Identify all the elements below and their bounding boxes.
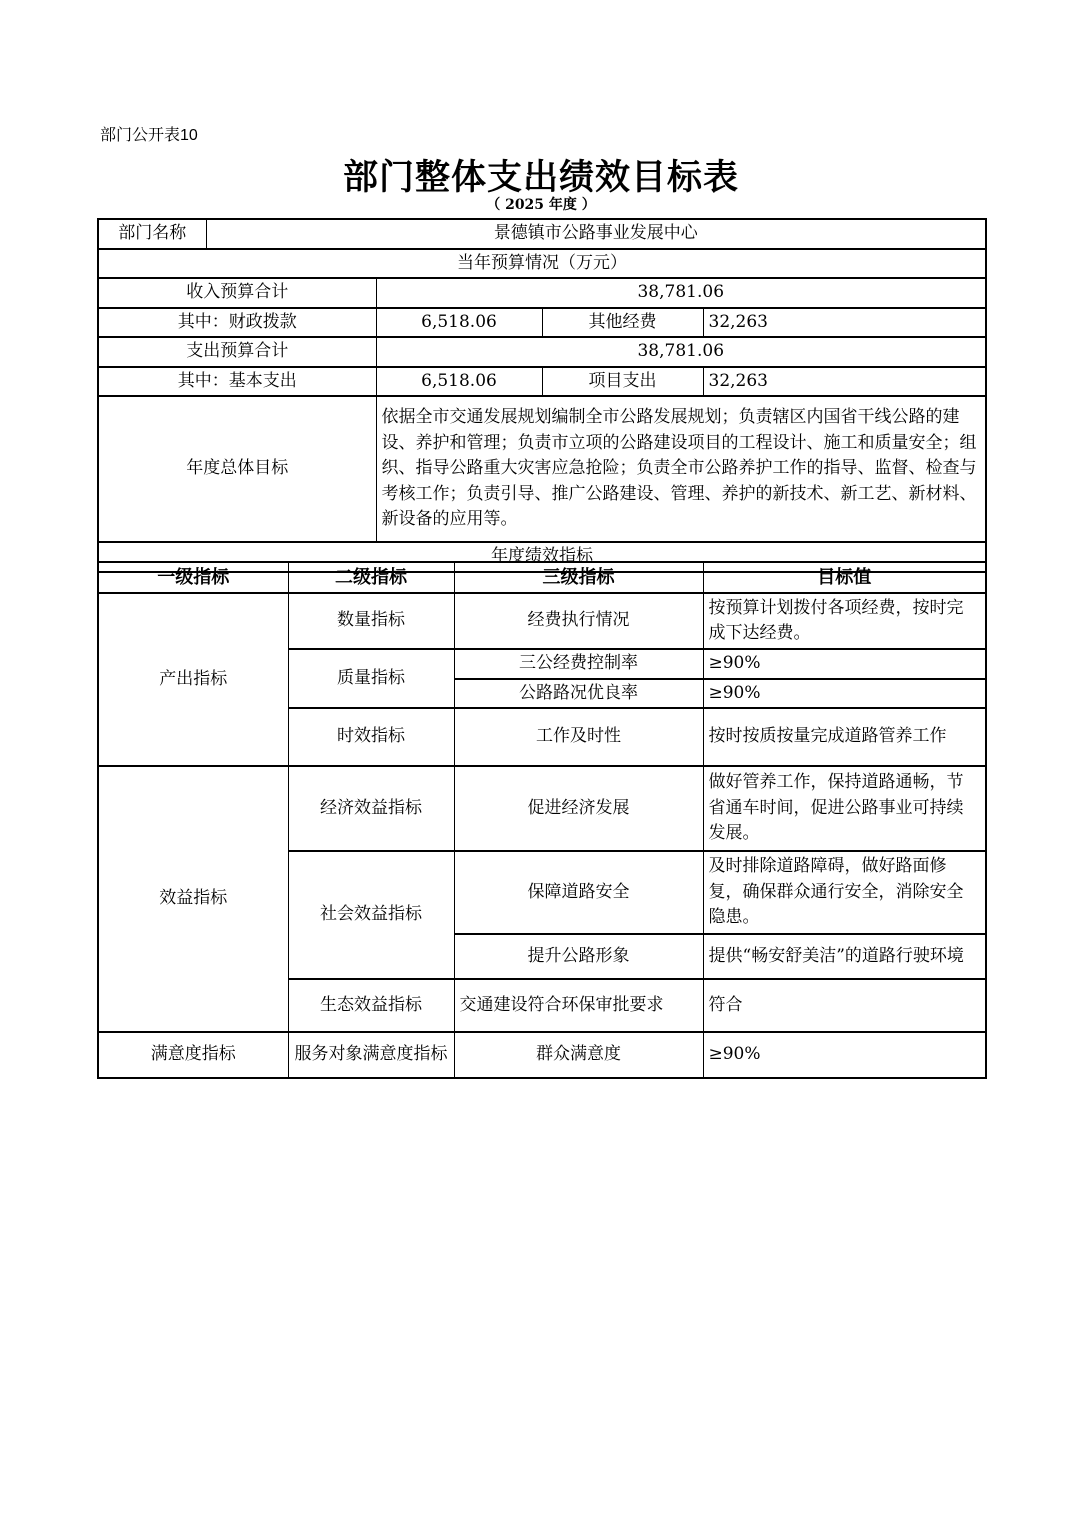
indicator-l3-fund-execution: 经费执行情况: [454, 593, 703, 649]
basic-expense-label: 其中：基本支出: [98, 367, 376, 397]
indicator-l3-three-public-funds: 三公经费控制率: [454, 649, 703, 679]
indicator-target-public-satisfaction: ≥90%: [703, 1032, 986, 1078]
indicator-l2-quantity: 数量指标: [288, 593, 454, 649]
indicator-l1-output: 产出指标: [98, 593, 288, 766]
other-funds-value: 32,263: [703, 308, 986, 338]
indicator-l1-satisfaction: 满意度指标: [98, 1032, 288, 1078]
project-expense-label: 项目支出: [542, 367, 703, 397]
dept-name-value: 景德镇市公路事业发展中心: [206, 219, 986, 249]
project-expense-value: 32,263: [703, 367, 986, 397]
indicator-l3-road-condition: 公路路况优良率: [454, 679, 703, 709]
expense-total-value: 38,781.06: [376, 337, 986, 367]
indicator-target-three-public-funds: ≥90%: [703, 649, 986, 679]
indicator-target-environmental-approval: 符合: [703, 979, 986, 1032]
indicator-l2-ecological: 生态效益指标: [288, 979, 454, 1032]
basic-expense-value: 6,518.06: [376, 367, 542, 397]
table-row: [98, 593, 986, 649]
indicator-target-work-timeliness: 按时按质按量完成道路管养工作: [703, 708, 986, 766]
performance-indicators-table: [97, 561, 987, 1079]
budget-section-title: 当年预算情况（万元）: [98, 249, 986, 279]
doc-number-label: 部门公开表10: [100, 127, 198, 144]
income-total-label: 收入预算合计: [98, 278, 376, 308]
table-row: [98, 766, 986, 851]
indicator-l3-environmental-approval: 交通建设符合环保审批要求: [454, 979, 703, 1032]
expense-total-label: 支出预算合计: [98, 337, 376, 367]
page-title: 部门整体支出绩效目标表: [342, 157, 739, 198]
table-row: [98, 1032, 986, 1078]
indicator-target-economic-development: 做好管养工作，保持道路通畅，节省通车时间，促进公路事业可持续发展。: [703, 766, 986, 851]
col-header-level1: 一级指标: [98, 562, 288, 593]
indicator-l3-public-satisfaction: 群众满意度: [454, 1032, 703, 1078]
indicator-l2-social: 社会效益指标: [288, 851, 454, 979]
indicator-l2-economic: 经济效益指标: [288, 766, 454, 851]
dept-name-label: 部门名称: [98, 219, 206, 249]
indicator-l3-road-safety: 保障道路安全: [454, 851, 703, 934]
indicator-header-row: [98, 562, 986, 593]
fiscal-grant-label: 其中：财政拨款: [98, 308, 376, 338]
page-subtitle: （ 2025 年度 ）: [486, 197, 596, 213]
indicator-l2-service-satisfaction: 服务对象满意度指标: [288, 1032, 454, 1078]
indicator-l3-economic-development: 促进经济发展: [454, 766, 703, 851]
indicator-target-fund-execution: 按预算计划拨付各项经费，按时完成下达经费。: [703, 593, 986, 649]
annual-goal-label: 年度总体目标: [98, 396, 376, 542]
performance-section-title: 年度绩效指标: [98, 542, 986, 572]
other-funds-label: 其他经费: [542, 308, 703, 338]
indicator-l2-timeliness: 时效指标: [288, 708, 454, 766]
col-header-level3: 三级指标: [454, 562, 703, 593]
budget-summary-table: [97, 218, 987, 573]
indicator-l1-benefit: 效益指标: [98, 766, 288, 1032]
indicator-l3-work-timeliness: 工作及时性: [454, 708, 703, 766]
income-total-value: 38,781.06: [376, 278, 986, 308]
indicator-target-road-image: 提供“畅安舒美洁”的道路行驶环境: [703, 934, 986, 979]
col-header-target: 目标值: [703, 562, 986, 593]
col-header-level2: 二级指标: [288, 562, 454, 593]
annual-goal-text: 依据全市交通发展规划编制全市公路发展规划；负责辖区内国省干线公路的建设、养护和管理；负责市立项的公路建设项目的工程设计、施工和质量安全；组织、指导公路重大灾害应急抢险；负责全市公路养护工作的指导、监督、检查与考核工作；负责引导、推广公路建设、管理、养护的新技术、新工艺、新材料、新设备的应用等。: [376, 396, 986, 542]
indicator-l2-quality: 质量指标: [288, 649, 454, 708]
indicator-target-road-condition: ≥90%: [703, 679, 986, 709]
indicator-l3-road-image: 提升公路形象: [454, 934, 703, 979]
fiscal-grant-value: 6,518.06: [376, 308, 542, 338]
indicator-target-road-safety: 及时排除道路障碍，做好路面修复，确保群众通行安全，消除安全隐患。: [703, 851, 986, 934]
